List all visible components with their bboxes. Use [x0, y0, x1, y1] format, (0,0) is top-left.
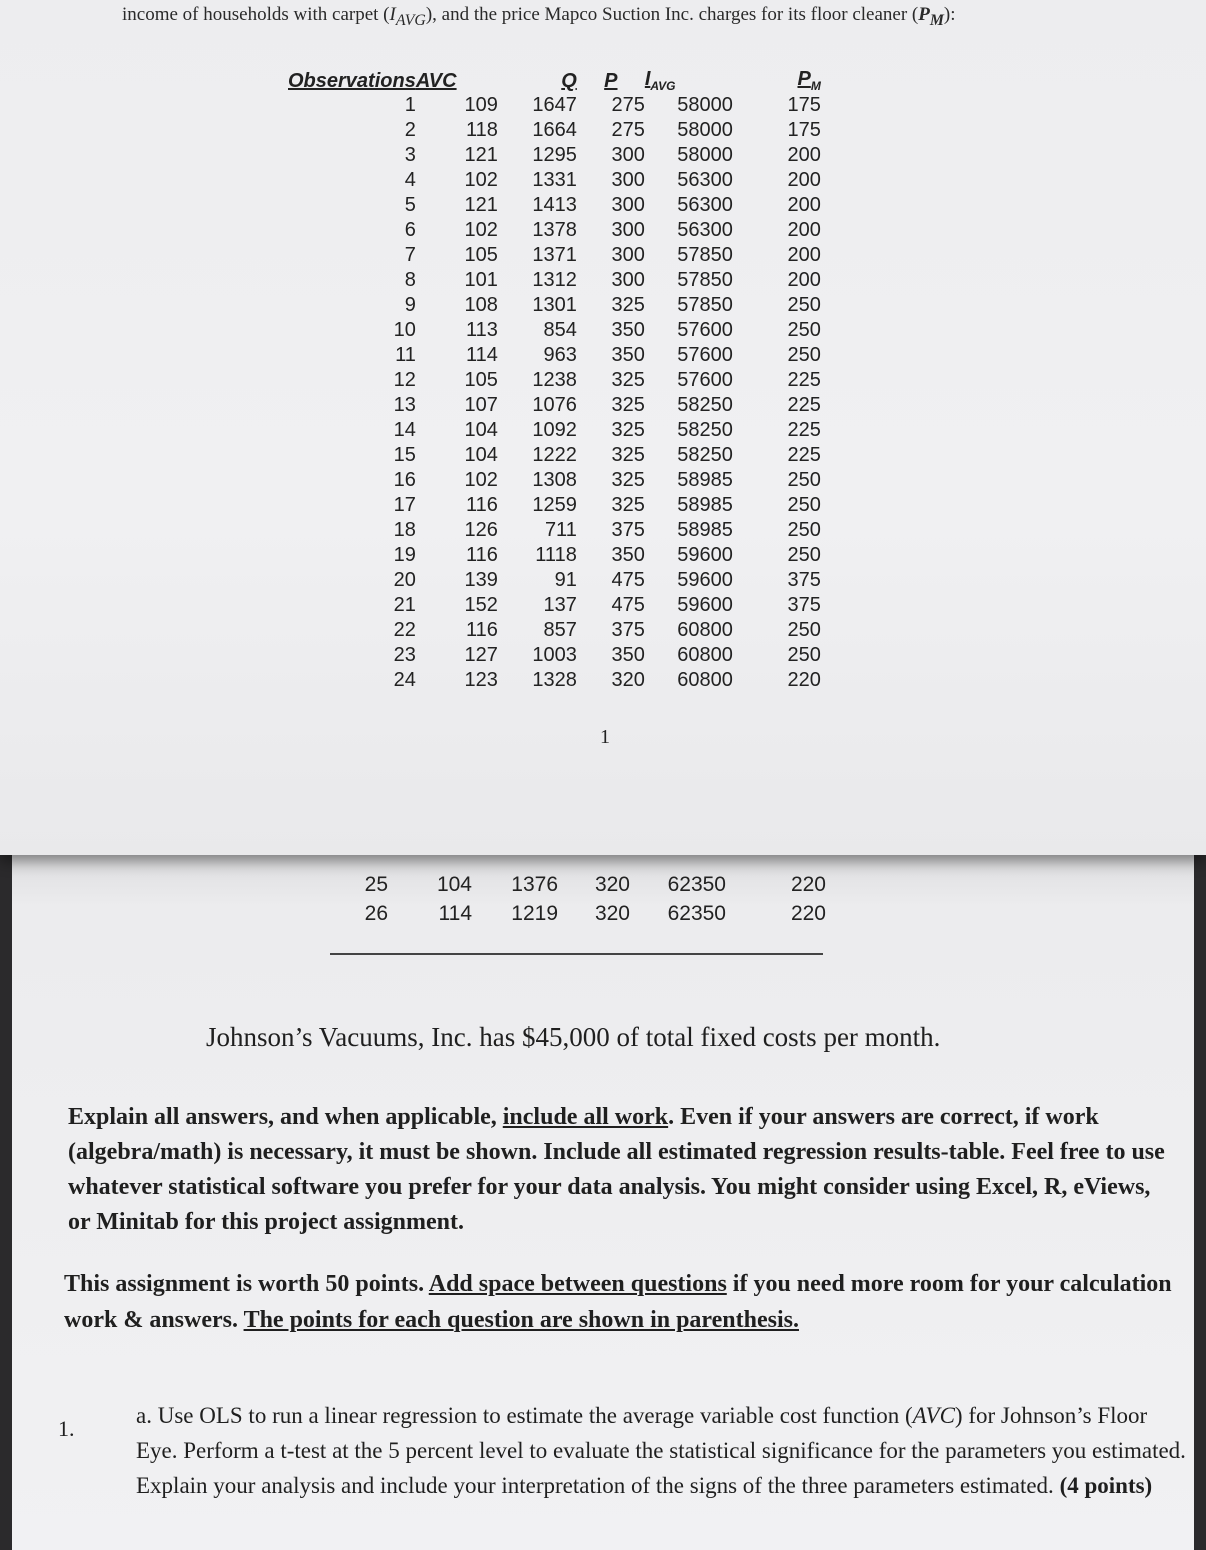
table-row: [288, 193, 821, 218]
cell-iavg: 59600: [677, 594, 733, 616]
cell-observation: 24: [393, 669, 416, 691]
cell-q: 1371: [532, 244, 577, 266]
cell-observation: 12: [393, 369, 416, 391]
cell-p: 300: [611, 244, 645, 266]
cell-observation: 17: [393, 494, 416, 516]
table-row: [288, 493, 821, 518]
cell-q: 857: [543, 619, 577, 641]
page-number: 1: [600, 726, 610, 748]
table-row: [346, 899, 826, 928]
cell-iavg: 59600: [677, 569, 733, 591]
cell-avc: 109: [464, 94, 498, 116]
table-row: [288, 568, 821, 593]
cell-avc: 108: [464, 294, 498, 316]
table-row: [288, 618, 821, 643]
cell-observation: 3: [404, 144, 416, 166]
cell-p: 350: [611, 319, 645, 341]
cell-q: 1664: [532, 119, 577, 141]
cell-avc: 102: [464, 469, 498, 491]
cell-q: 1003: [532, 644, 577, 666]
cell-observation: 25: [364, 872, 388, 896]
cell-p: 325: [611, 419, 645, 441]
cell-q: 963: [543, 344, 577, 366]
table-row: [288, 393, 821, 418]
observations-table-continued-body: [346, 870, 826, 928]
cell-p: 350: [611, 344, 645, 366]
table-row: [288, 443, 821, 468]
table-row: [288, 143, 821, 168]
cell-iavg: 62350: [667, 901, 726, 925]
cell-pm: 220: [790, 872, 826, 896]
cell-iavg: 58985: [677, 519, 733, 541]
cell-pm: 200: [787, 194, 821, 216]
cell-pm: 225: [787, 394, 821, 416]
cell-pm: 175: [787, 94, 821, 116]
cell-avc: 121: [464, 194, 498, 216]
cell-avc: 104: [436, 872, 472, 896]
cell-q: 1647: [532, 94, 577, 116]
cell-iavg: 58250: [677, 394, 733, 416]
cell-iavg: 56300: [677, 194, 733, 216]
cell-q: 1328: [532, 669, 577, 691]
cell-p: 475: [611, 569, 645, 591]
cell-pm: 200: [787, 244, 821, 266]
cell-p: 300: [611, 194, 645, 216]
cell-avc: 114: [465, 344, 498, 366]
instructions-paragraph: Explain all answers, and when applicable, include all work. Even if your answers are correct, if work (algebra/math) is necessary, it must be shown. Include all estimated regression results-table. Feel free to use whatever statistical software you prefer for your data analysis. You might consider using Excel, R, eViews, or Minitab for this project assignment.: [68, 1104, 1165, 1235]
cell-pm: 375: [787, 594, 821, 616]
cell-iavg: 58985: [677, 469, 733, 491]
cell-observation: 9: [404, 294, 416, 316]
cell-p: 375: [611, 619, 645, 641]
cell-pm: 250: [787, 294, 821, 316]
cell-avc: 116: [465, 544, 498, 566]
cell-avc: 105: [464, 369, 498, 391]
cell-iavg: 57850: [677, 269, 733, 291]
cell-iavg: 62350: [667, 872, 726, 896]
header-observations: Observations: [288, 70, 416, 92]
cell-pm: 250: [787, 644, 821, 666]
table-row: [288, 268, 821, 293]
cell-q: 1331: [532, 169, 577, 191]
table-row: [288, 518, 821, 543]
cell-avc: 123: [464, 669, 498, 691]
cell-avc: 116: [465, 619, 498, 641]
cell-q: 1413: [532, 194, 577, 216]
cell-p: 300: [611, 219, 645, 241]
table-row: [288, 593, 821, 618]
cell-avc: 107: [464, 394, 498, 416]
observations-table: [288, 68, 821, 693]
cell-pm: 250: [787, 319, 821, 341]
cell-observation: 16: [393, 469, 416, 491]
fixed-costs-statement: Johnson’s Vacuums, Inc. has $45,000 of total fixed costs per month.: [206, 1022, 941, 1052]
cell-pm: 225: [787, 419, 821, 441]
observations-table-body: [288, 93, 821, 693]
cell-p: 300: [611, 144, 645, 166]
header-q: Q: [561, 70, 577, 92]
cell-observation: 8: [404, 269, 416, 291]
cell-q: 1376: [511, 872, 558, 896]
cell-pm: 250: [787, 494, 821, 516]
cell-pm: 250: [787, 469, 821, 491]
table-row: [346, 870, 826, 899]
cell-p: 320: [594, 872, 630, 896]
cell-observation: 4: [404, 169, 416, 191]
cell-p: 275: [611, 94, 645, 116]
cell-observation: 5: [404, 194, 416, 216]
cell-p: 325: [611, 394, 645, 416]
cell-observation: 1: [404, 94, 416, 116]
cell-avc: 105: [464, 244, 498, 266]
header-iavg: $I_{AVG}$: [644, 68, 676, 93]
cell-avc: 102: [464, 169, 498, 191]
cell-pm: 200: [787, 144, 821, 166]
table-bottom-rule: [330, 953, 823, 955]
cell-avc: 104: [464, 419, 498, 441]
table-row: [288, 93, 821, 118]
cell-q: 1118: [535, 544, 577, 566]
cell-iavg: 58250: [677, 444, 733, 466]
cell-q: 1238: [532, 369, 577, 391]
cell-avc: 104: [464, 444, 498, 466]
cell-avc: 114: [438, 901, 472, 925]
cell-p: 275: [611, 119, 645, 141]
cell-iavg: 59600: [677, 544, 733, 566]
cell-q: 137: [543, 594, 577, 616]
cell-iavg: 57600: [677, 369, 733, 391]
cell-observation: 14: [393, 419, 416, 441]
table-row: [288, 118, 821, 143]
cell-p: 350: [611, 644, 645, 666]
points-paragraph: This assignment is worth 50 points. Add space between questions if you need more room for your calculation work & answers. The points for each question are shown in parenthesis.: [64, 1271, 1172, 1333]
cell-observation: 10: [393, 319, 416, 341]
table-row: [288, 543, 821, 568]
cell-avc: 152: [464, 594, 498, 616]
cell-pm: 200: [787, 169, 821, 191]
cell-avc: 127: [464, 644, 498, 666]
question-1a-text: a. Use OLS to run a linear regression to estimate the average variable cost function (AVC) for Johnson’s Floor Eye. Perform a t-test at the 5 percent level to evaluate the statistical significance for the parameters you estimated. Explain your analysis and include your interpretation of the signs of the three parameters estimated. (4 points): [136, 1403, 1186, 1498]
cell-q: 1378: [532, 219, 577, 241]
cell-p: 325: [611, 294, 645, 316]
cell-observation: 15: [393, 444, 416, 466]
cell-iavg: 56300: [677, 219, 733, 241]
intro-text: income of households with carpet $(I_{AVG})$, and the price Mapco Suction Inc. charges for its floor cleaner $(P_M)$:: [122, 4, 956, 29]
cell-q: 1219: [511, 901, 558, 925]
cell-iavg: 58000: [677, 144, 733, 166]
table-row: [288, 418, 821, 443]
header-avc: AVC: [415, 70, 457, 92]
cell-pm: 225: [787, 369, 821, 391]
cell-p: 475: [611, 594, 645, 616]
table-row: [288, 343, 821, 368]
table-row: [288, 643, 821, 668]
table-row: [288, 243, 821, 268]
cell-q: 1222: [532, 444, 577, 466]
cell-observation: 11: [395, 344, 416, 366]
cell-avc: 121: [464, 144, 498, 166]
cell-observation: 13: [393, 394, 416, 416]
cell-p: 320: [611, 669, 645, 691]
cell-q: 1312: [532, 269, 577, 291]
cell-q: 711: [544, 519, 577, 541]
cell-pm: 250: [787, 544, 821, 566]
cell-p: 300: [611, 269, 645, 291]
cell-p: 375: [611, 519, 645, 541]
header-p: P: [604, 70, 618, 92]
cell-p: 300: [611, 169, 645, 191]
cell-observation: 23: [393, 644, 416, 666]
cell-observation: 18: [393, 519, 416, 541]
cell-q: 1308: [532, 469, 577, 491]
cell-iavg: 57850: [677, 244, 733, 266]
cell-q: 1076: [532, 394, 577, 416]
cell-iavg: 60800: [677, 619, 733, 641]
table-header-row: [288, 68, 821, 93]
cell-p: 325: [611, 469, 645, 491]
cell-pm: 250: [787, 344, 821, 366]
cell-pm: 200: [787, 269, 821, 291]
cell-avc: 118: [465, 119, 498, 141]
cell-iavg: 56300: [677, 169, 733, 191]
cell-observation: 19: [393, 544, 416, 566]
cell-pm: 175: [787, 119, 821, 141]
cell-p: 325: [611, 444, 645, 466]
cell-pm: 250: [787, 619, 821, 641]
cell-q: 91: [554, 569, 577, 591]
cell-pm: 200: [787, 219, 821, 241]
cell-iavg: 58985: [677, 494, 733, 516]
cell-iavg: 57600: [677, 319, 733, 341]
cell-q: 1259: [532, 494, 577, 516]
cell-avc: 139: [464, 569, 498, 591]
cell-p: 325: [611, 494, 645, 516]
cell-q: 1295: [532, 144, 577, 166]
cell-avc: 102: [464, 219, 498, 241]
cell-observation: 20: [393, 569, 416, 591]
table-row: [288, 318, 821, 343]
cell-pm: 250: [787, 519, 821, 541]
table-row: [288, 218, 821, 243]
cell-iavg: 60800: [677, 644, 733, 666]
cell-pm: 220: [790, 901, 826, 925]
cell-iavg: 58000: [677, 94, 733, 116]
cell-avc: 101: [464, 269, 498, 291]
table-row: [288, 468, 821, 493]
cell-iavg: 58000: [677, 119, 733, 141]
cell-iavg: 60800: [677, 669, 733, 691]
cell-pm: 375: [787, 569, 821, 591]
cell-observation: 26: [364, 901, 388, 925]
cell-iavg: 58250: [677, 419, 733, 441]
cell-q: 1092: [532, 419, 577, 441]
cell-iavg: 57600: [677, 344, 733, 366]
cell-observation: 2: [404, 119, 416, 141]
cell-avc: 116: [465, 494, 498, 516]
cell-avc: 113: [465, 319, 498, 341]
cell-observation: 21: [393, 594, 416, 616]
cell-iavg: 57850: [677, 294, 733, 316]
cell-observation: 22: [393, 619, 416, 641]
header-pm: $P_M$: [797, 68, 821, 93]
cell-avc: 126: [464, 519, 498, 541]
cell-observation: 7: [404, 244, 416, 266]
cell-p: 320: [594, 901, 630, 925]
cell-pm: 225: [787, 444, 821, 466]
cell-p: 350: [611, 544, 645, 566]
cell-pm: 220: [787, 669, 821, 691]
cell-q: 1301: [532, 294, 577, 316]
table-row: [288, 168, 821, 193]
table-row: [288, 668, 821, 693]
table-row: [288, 368, 821, 393]
cell-p: 325: [611, 369, 645, 391]
question-number: 1.: [58, 1416, 75, 1441]
cell-observation: 6: [404, 219, 416, 241]
table-row: [288, 293, 821, 318]
observations-table-continued: [346, 870, 826, 928]
cell-q: 854: [543, 319, 577, 341]
